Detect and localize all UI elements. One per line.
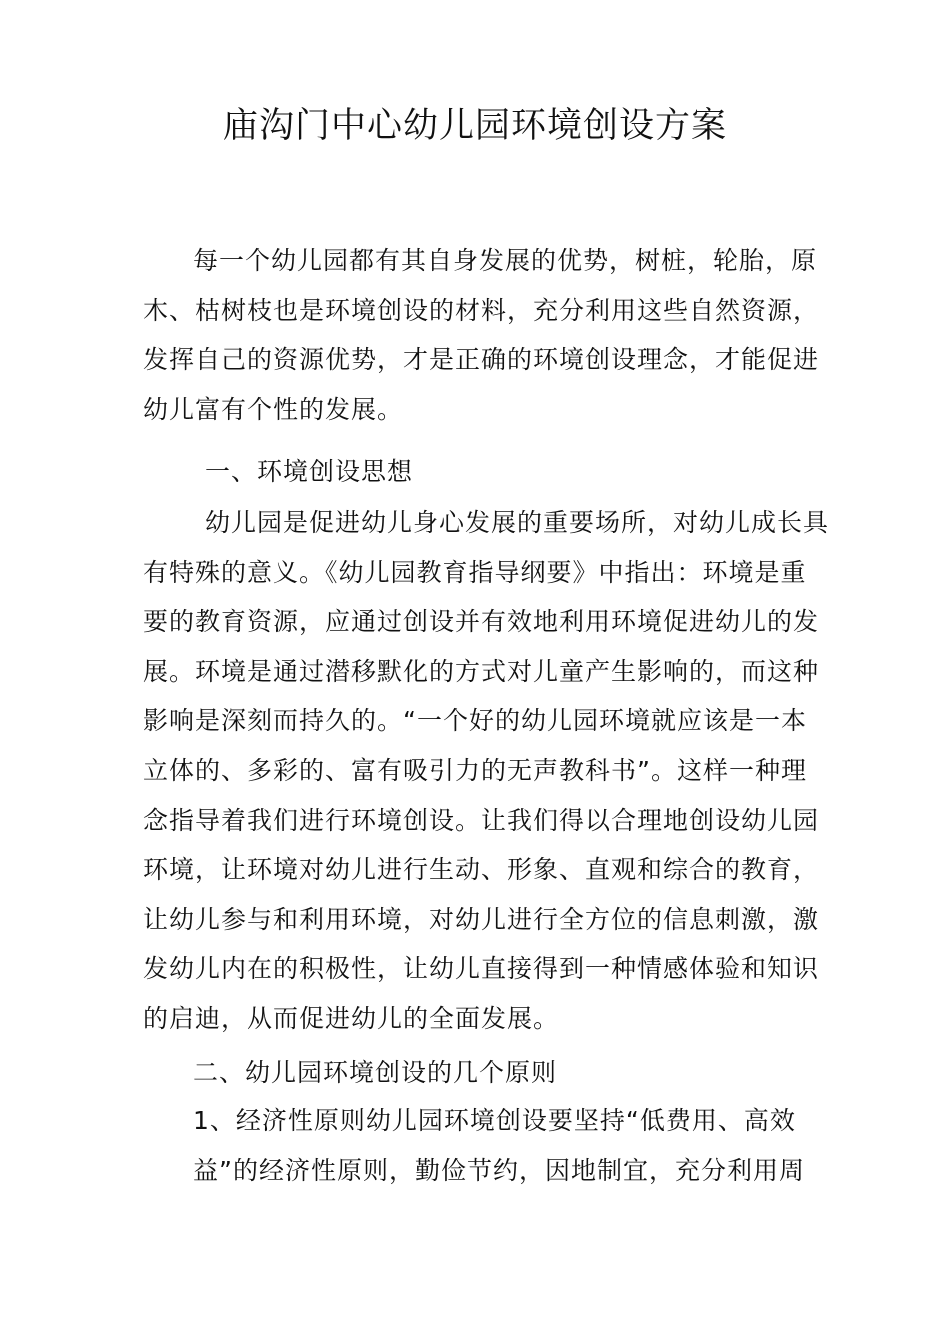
document-title: 庙沟门中心幼儿园环境创设方案 xyxy=(222,106,727,146)
principle1-line: 益”的经济性原则，勤俭节约，因地制宜，充分利用周 xyxy=(193,1155,805,1185)
section1-line: 影响是深刻而持久的。“一个好的幼儿园环境就应该是一本 xyxy=(143,706,807,736)
section-heading-1: 一、环境创设思想 xyxy=(205,457,414,486)
section1-paragraph xyxy=(143,498,830,1044)
section1-line: 幼儿园是促进幼儿身心发展的重要场所，对幼儿成长具 xyxy=(205,508,830,537)
intro-line: 幼儿富有个性的发展。 xyxy=(143,394,404,424)
intro-paragraph xyxy=(143,236,823,434)
section1-line: 环境，让环境对幼儿进行生动、形象、直观和综合的教育， xyxy=(143,855,820,885)
section1-line: 要的教育资源，应通过创设并有效地利用环境促进幼儿的发 xyxy=(143,607,820,637)
section1-line: 发幼儿内在的积极性，让幼儿直接得到一种情感体验和知识 xyxy=(143,954,820,984)
section1-line: 展。环境是通过潜移默化的方式对儿童产生影响的，而这种 xyxy=(143,656,820,686)
section1-line: 立体的、多彩的、富有吸引力的无声教科书”。这样一种理 xyxy=(143,755,807,785)
section1-line: 让幼儿参与和利用环境，对幼儿进行全方位的信息刺激，激 xyxy=(143,904,820,934)
intro-line: 发挥自己的资源优势，才是正确的环境创设理念，才能促进 xyxy=(143,345,820,375)
section1-line: 念指导着我们进行环境创设。让我们得以合理地创设幼儿园 xyxy=(143,805,820,835)
intro-line: 木、枯树枝也是环境创设的材料，充分利用这些自然资源， xyxy=(143,295,820,325)
intro-line: 每一个幼儿园都有其自身发展的优势，树桩，轮胎，原 xyxy=(193,246,818,275)
section1-line: 有特殊的意义。《幼儿园教育指导纲要》中指出：环境是重 xyxy=(143,557,807,587)
section1-line: 的启迪，从而促进幼儿的全面发展。 xyxy=(143,1003,560,1033)
principle1-paragraph xyxy=(193,1096,833,1195)
principle1-line: 1、经济性原则幼儿园环境创设要坚持“低费用、高效 xyxy=(193,1106,796,1135)
section-heading-2: 二、幼儿园环境创设的几个原则 xyxy=(193,1058,558,1087)
